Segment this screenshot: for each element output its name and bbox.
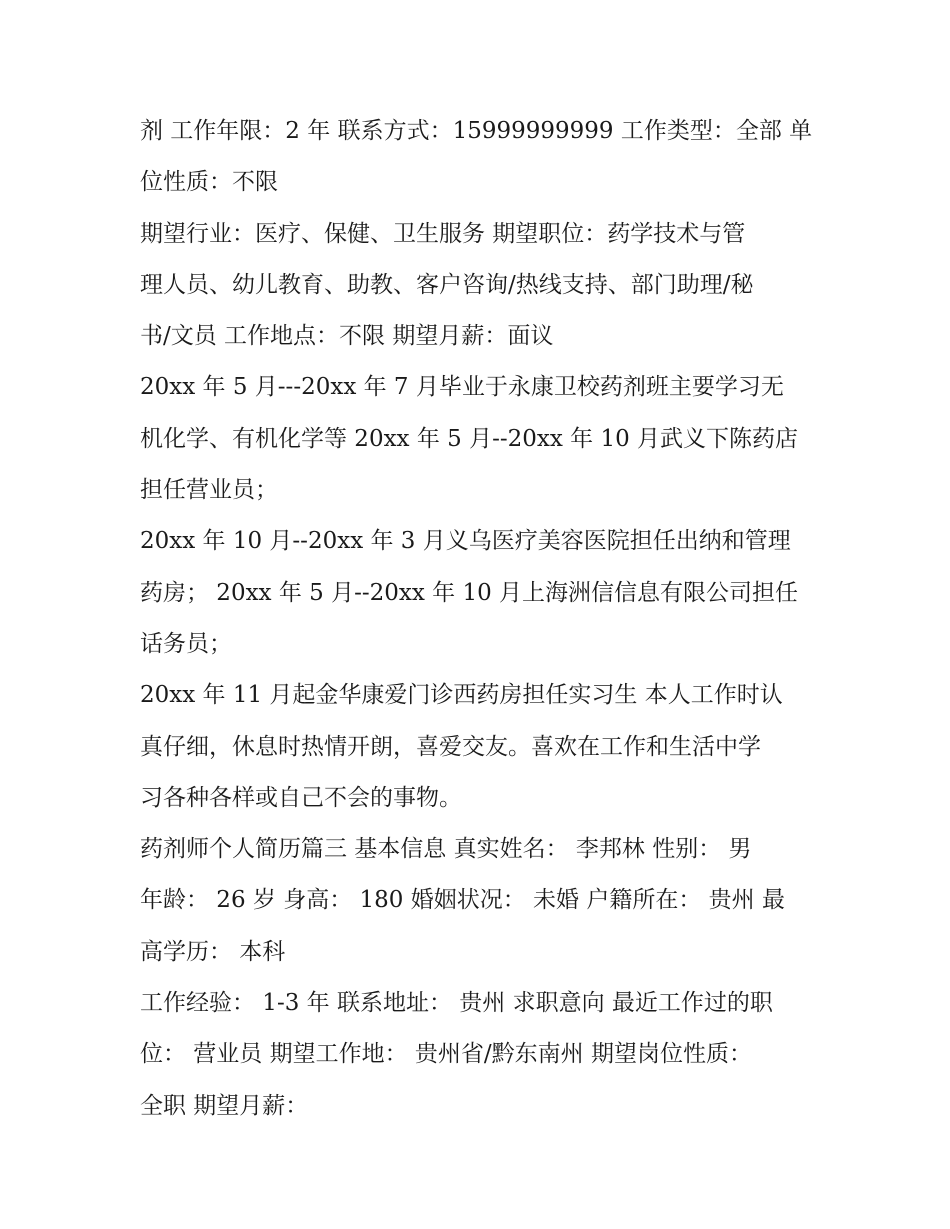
text-line: 期望行业：医疗、保健、卫生服务 期望职位：药学技术与管 bbox=[140, 220, 746, 247]
text-line: 机化学、有机化学等 20xx 年 5 月--20xx 年 10 月武义下陈药店 bbox=[140, 425, 799, 452]
text-line: 20xx 年 5 月---20xx 年 7 月毕业于永康卫校药剂班主要学习无 bbox=[140, 374, 784, 401]
document-body bbox=[140, 106, 820, 1132]
text-line: 高学历： 本科 bbox=[140, 938, 286, 965]
text-line: 真仔细，休息时热情开朗，喜爱交友。喜欢在工作和生活中学 bbox=[140, 733, 761, 760]
text-line: 担任营业员； bbox=[140, 477, 278, 504]
text-line: 书/文员 工作地点：不限 期望月薪：面议 bbox=[140, 323, 554, 350]
text-line: 话务员； bbox=[140, 630, 232, 657]
text-line: 20xx 年 10 月--20xx 年 3 月义乌医疗美容医院担任出纳和管理 bbox=[140, 528, 791, 555]
text-line: 位性质：不限 bbox=[140, 169, 278, 196]
text-line: 习各种各样或自己不会的事物。 bbox=[140, 784, 462, 811]
text-line: 理人员、幼儿教育、助教、客户咨询/热线支持、部门助理/秘 bbox=[140, 271, 754, 298]
text-line: 位： 营业员 期望工作地： 贵州省/黔东南州 期望岗位性质： bbox=[140, 1041, 752, 1068]
text-line: 药剂师个人简历篇三 基本信息 真实姓名： 李邦林 性别： 男 bbox=[140, 836, 752, 863]
text-line: 全职 期望月薪： bbox=[140, 1092, 309, 1119]
text-line: 20xx 年 11 月起金华康爱门诊西药房担任实习生 本人工作时认 bbox=[140, 682, 783, 709]
text-line: 剂 工作年限：2 年 联系方式：15999999999 工作类型：全部 单 bbox=[140, 118, 813, 144]
text-line: 工作经验： 1-3 年 联系地址： 贵州 求职意向 最近工作过的职 bbox=[140, 990, 773, 1017]
text-line: 年龄： 26 岁 身高： 180 婚姻状况： 未婚 户籍所在： 贵州 最 bbox=[140, 887, 785, 914]
text-line: 药房； 20xx 年 5 月--20xx 年 10 月上海洲信信息有限公司担任 bbox=[140, 579, 799, 606]
